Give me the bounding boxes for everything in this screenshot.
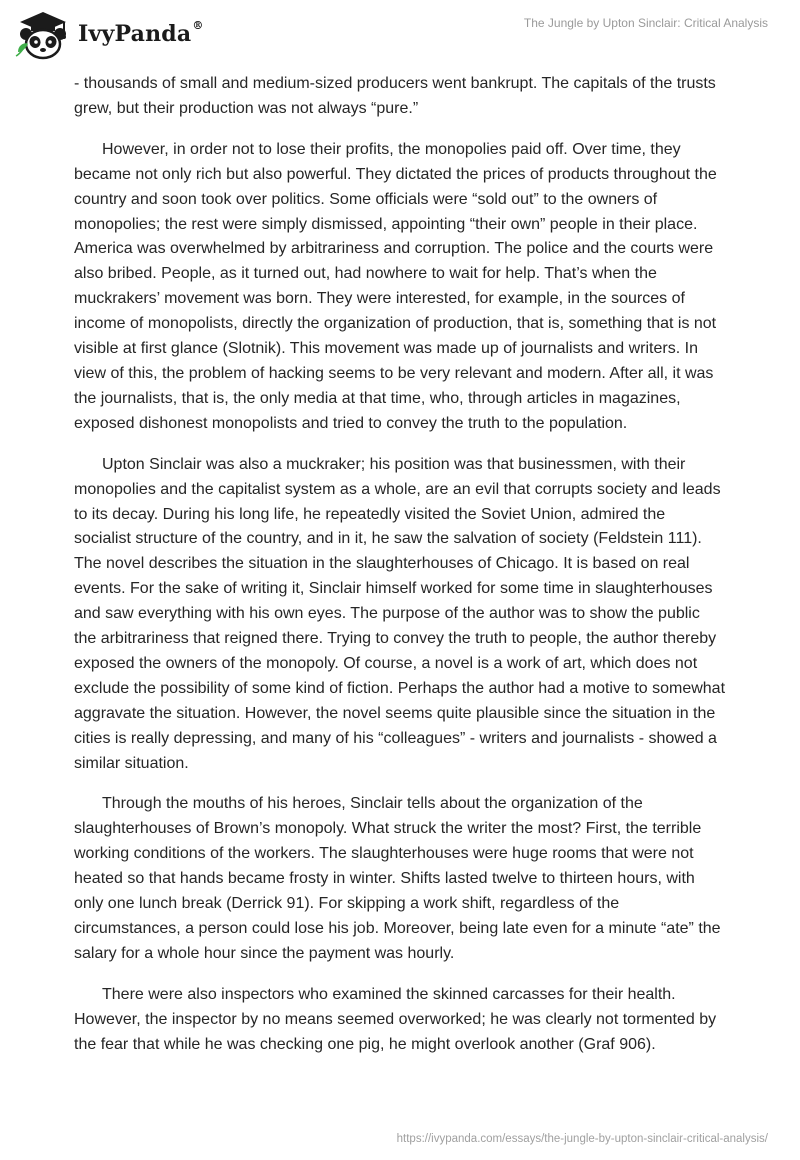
panda-graduate-logo-icon [14, 8, 72, 60]
paragraph: There were also inspectors who examined the skinned carcasses for their health. However, the inspector by no means seemed overworked; he was clearly not tormented by the fear that while he was checking one pig, he might overlook another (Graf 906). [74, 985, 717, 1053]
paragraph-continuation: - thousands of small and medium-sized producers went bankrupt. The capitals of the trusts grew, but their production was not always “pure.” [74, 75, 716, 117]
paragraph: However, in order not to lose their profits, the monopolies paid off. Over time, they became not only rich but also powerful. They dictated the prices of products throughout the country and soon took over politics. Some officials were “sold out” to the owners of monopolies; the rest were simply dismissed, appointing “their own” people in their place. America was overwhelmed by arbitrariness and corruption. The police and the courts were also bribed. People, as it turned out, had nowhere to wait for help. That’s when the muckrakers’ movement was born. They were interested, for example, in the sources of income of monopolists, directly the organization of production, that is, something that is not visible at first glance (Slotnik). This movement was made up of journalists and writers. In view of this, the problem of hacking seems to be very relevant and modern. After all, it was the journalists, that is, the only media at that time, who, through articles in magazines, exposed dishonest monopolists and tried to convey the truth to the population. [74, 140, 717, 432]
page-header [0, 0, 800, 70]
paragraph: Upton Sinclair was also a muckraker; his position was that businessmen, with their monopolies and the capitalist system as a whole, are an evil that corrupts society and leads to its decay. During his long life, he repeatedly visited the Soviet Union, admired the socialist structure of the country, and in it, he saw the salvation of society (Feldstein 111). The novel describes the situation in the slaughterhouses of Chicago. It is based on real events. For the sake of writing it, Sinclair himself worked for some time in slaughterhouses and saw everything with his own eyes. The purpose of the author was to show the public the arbitrariness that reigned there. Trying to convey the truth to people, the author thereby exposed the owners of the monopoly. Of course, a novel is a work of art, which does not exclude the possibility of some kind of fiction. Perhaps the author had a motive to somewhat aggravate the situation. However, the novel seems quite plausible since the situation in the cities is really depressing, and many of his “colleagues” - writers and journalists - showed a similar situation. [74, 455, 726, 772]
essay-body [74, 72, 726, 1074]
brand-name: IvyPanda® [78, 19, 204, 47]
source-url-link[interactable]: https://ivypanda.com/essays/the-jungle-by-upton-sinclair-critical-analysis/ [396, 1133, 768, 1145]
document-title: The Jungle by Upton Sinclair: Critical Analysis [523, 16, 768, 30]
registered-mark: ® [192, 19, 204, 32]
brand-logo[interactable] [14, 8, 204, 60]
paragraph: Through the mouths of his heroes, Sinclair tells about the organization of the slaughterhouses of Brown’s monopoly. What struck the writer the most? First, the terrible working conditions of the workers. The slaughterhouses were huge rooms that were not heated so that hands became frosty in winter. Shifts lasted twelve to thirteen hours, with only one lunch break (Derrick 91). For skipping a work shift, regardless of the circumstances, a person could lose his job. Moreover, being late even for a minute “ate” the salary for a whole hour since the payment was hourly. [74, 795, 721, 962]
